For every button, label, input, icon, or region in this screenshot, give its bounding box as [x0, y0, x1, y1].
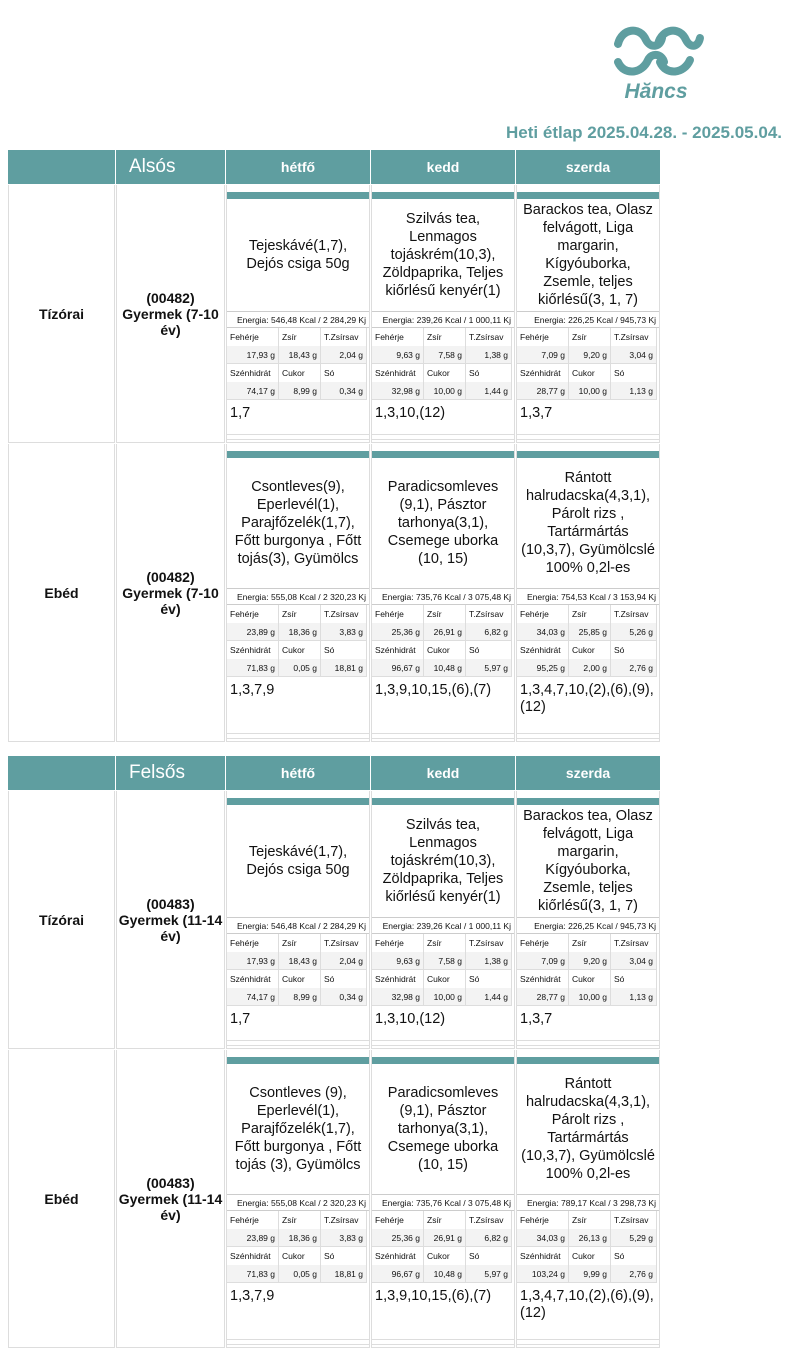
- sugar-label: Cukor: [569, 364, 611, 382]
- day-header: hétfő: [226, 150, 370, 184]
- cell-footer-line: [227, 1040, 369, 1046]
- fat-label: Zsír: [569, 605, 611, 623]
- salt-value: 18,81 g: [321, 1265, 367, 1283]
- carb-value: 32,98 g: [372, 988, 424, 1006]
- salt-value: 1,13 g: [611, 382, 657, 400]
- cell-footer-line: [227, 434, 369, 440]
- dish-text: Barackos tea, Olasz felvágott, Liga margarin, Kígyóuborka, Zsemle, teljes kiőrlésű(3, 1, 7): [517, 199, 659, 312]
- cell-bar: [372, 192, 514, 199]
- energy-value: Energia: 546,48 Kcal / 2 284,29 Kj: [227, 918, 369, 934]
- nutrition-grid: [227, 934, 369, 1006]
- satfat-label: T.Zsírsav: [466, 328, 512, 346]
- protein-label: Fehérje: [227, 605, 279, 623]
- cell-footer-line: [517, 1040, 659, 1046]
- carb-label: Szénhidrát: [227, 1247, 279, 1265]
- day-header: kedd: [371, 150, 515, 184]
- sugar-label: Cukor: [424, 641, 466, 659]
- menu-cell: [226, 185, 370, 443]
- menu-cell: [516, 1050, 660, 1348]
- cell-footer-line: [517, 733, 659, 739]
- allergens-text: 1,3,9,10,15,(6),(7): [375, 1288, 492, 1304]
- salt-label: Só: [466, 641, 512, 659]
- carb-value: 96,67 g: [372, 1265, 424, 1283]
- satfat-label: T.Zsírsav: [611, 328, 657, 346]
- fat-value: 26,13 g: [569, 1229, 611, 1247]
- protein-label: Fehérje: [227, 1211, 279, 1229]
- dish-text: Szilvás tea, Lenmagos tojáskrém(10,3), Zöldpaprika, Teljes kiőrlésű kenyér(1): [372, 805, 514, 918]
- sugar-value: 9,99 g: [569, 1265, 611, 1283]
- fat-value: 9,20 g: [569, 952, 611, 970]
- fat-label: Zsír: [569, 328, 611, 346]
- menu-cell: [516, 791, 660, 1049]
- satfat-label: T.Zsírsav: [321, 934, 367, 952]
- fat-value: 7,58 g: [424, 346, 466, 364]
- fat-label: Zsír: [279, 934, 321, 952]
- protein-value: 25,36 g: [372, 623, 424, 641]
- allergens-text: 1,3,4,7,10,(2),(6),(9),(12): [520, 682, 654, 715]
- allergens-text: 1,3,7: [520, 1011, 553, 1027]
- energy-value: Energia: 239,26 Kcal / 1 000,11 Kj: [372, 918, 514, 934]
- allergens-text: 1,3,4,7,10,(2),(6),(9),(12): [520, 1288, 654, 1321]
- protein-label: Fehérje: [372, 1211, 424, 1229]
- sugar-label: Cukor: [424, 970, 466, 988]
- salt-value: 0,34 g: [321, 382, 367, 400]
- salt-label: Só: [321, 364, 367, 382]
- protein-label: Fehérje: [517, 605, 569, 623]
- fat-value: 9,20 g: [569, 346, 611, 364]
- carb-label: Szénhidrát: [517, 970, 569, 988]
- salt-label: Só: [321, 970, 367, 988]
- protein-label: Fehérje: [517, 1211, 569, 1229]
- sugar-value: 8,99 g: [279, 988, 321, 1006]
- sugar-value: 8,99 g: [279, 382, 321, 400]
- satfat-label: T.Zsírsav: [611, 1211, 657, 1229]
- salt-label: Só: [611, 970, 657, 988]
- cell-footer-line: [517, 434, 659, 440]
- age-group: (00482) Gyermek (7-10 év): [116, 444, 225, 742]
- protein-value: 17,93 g: [227, 346, 279, 364]
- cell-bar: [517, 192, 659, 199]
- cell-bar: [227, 451, 369, 458]
- salt-value: 1,13 g: [611, 988, 657, 1006]
- menu-cell: [516, 444, 660, 742]
- satfat-value: 3,83 g: [321, 1229, 367, 1247]
- carb-value: 95,25 g: [517, 659, 569, 677]
- fat-value: 18,36 g: [279, 623, 321, 641]
- dish-text: Szilvás tea, Lenmagos tojáskrém(10,3), Zöldpaprika, Teljes kiőrlésű kenyér(1): [372, 199, 514, 312]
- protein-value: 34,03 g: [517, 623, 569, 641]
- sugar-value: 10,00 g: [569, 988, 611, 1006]
- nutrition-grid: [372, 328, 514, 400]
- cell-bar: [372, 451, 514, 458]
- satfat-value: 3,04 g: [611, 952, 657, 970]
- menu-cell: [371, 185, 515, 443]
- page-title: Heti étlap 2025.04.28. - 2025.05.04.: [506, 123, 782, 142]
- age-group: (00483) Gyermek (11-14 év): [116, 1050, 225, 1348]
- meal-name: Ebéd: [8, 444, 115, 742]
- protein-value: 7,09 g: [517, 346, 569, 364]
- salt-value: 18,81 g: [321, 659, 367, 677]
- nutrition-grid: [517, 328, 659, 400]
- salt-label: Só: [611, 364, 657, 382]
- sugar-value: 10,00 g: [424, 988, 466, 1006]
- energy-value: Energia: 226,25 Kcal / 945,73 Kj: [517, 312, 659, 328]
- satfat-value: 6,82 g: [466, 623, 512, 641]
- menu-table-0: [7, 149, 661, 743]
- carb-value: 28,77 g: [517, 382, 569, 400]
- fat-label: Zsír: [279, 605, 321, 623]
- carb-label: Szénhidrát: [227, 970, 279, 988]
- satfat-label: T.Zsírsav: [321, 328, 367, 346]
- nutrition-grid: [517, 1211, 659, 1283]
- dish-text: Csontleves (9), Eperlevél(1), Parajfőzelék(1,7), Főtt burgonya , Főtt tojás (3), Gyümölcs: [227, 1064, 369, 1195]
- day-header: kedd: [371, 756, 515, 790]
- nutrition-grid: [227, 1211, 369, 1283]
- energy-value: Energia: 789,17 Kcal / 3 298,73 Kj: [517, 1195, 659, 1211]
- dish-text: Tejeskávé(1,7), Dejós csiga 50g: [227, 199, 369, 312]
- allergens-text: 1,3,7,9: [230, 682, 275, 698]
- satfat-value: 5,26 g: [611, 623, 657, 641]
- header-blank: [8, 756, 115, 790]
- group-label: Alsós: [116, 150, 225, 184]
- salt-label: Só: [321, 641, 367, 659]
- meal-name: Tízórai: [8, 791, 115, 1049]
- sugar-value: 2,00 g: [569, 659, 611, 677]
- protein-value: 7,09 g: [517, 952, 569, 970]
- menu-cell: [371, 791, 515, 1049]
- carb-label: Szénhidrát: [372, 364, 424, 382]
- cell-footer-line: [372, 1339, 514, 1345]
- menu-table-1: [7, 755, 661, 1349]
- salt-value: 1,44 g: [466, 988, 512, 1006]
- group-label: Felsős: [116, 756, 225, 790]
- dish-text: Paradicsomleves (9,1), Pásztor tarhonya(3,1), Csemege uborka (10, 15): [372, 458, 514, 589]
- dish-text: Csontleves(9), Eperlevél(1), Parajfőzelék(1,7), Főtt burgonya , Főtt tojás(3), Gyümölcs: [227, 458, 369, 589]
- carb-label: Szénhidrát: [227, 641, 279, 659]
- menu-cell: [226, 1050, 370, 1348]
- protein-value: 23,89 g: [227, 1229, 279, 1247]
- sugar-label: Cukor: [279, 1247, 321, 1265]
- carb-label: Szénhidrát: [372, 970, 424, 988]
- carb-value: 74,17 g: [227, 382, 279, 400]
- protein-value: 23,89 g: [227, 623, 279, 641]
- age-group: (00482) Gyermek (7-10 év): [116, 185, 225, 443]
- menu-cell: [371, 444, 515, 742]
- energy-value: Energia: 546,48 Kcal / 2 284,29 Kj: [227, 312, 369, 328]
- sugar-label: Cukor: [569, 1247, 611, 1265]
- protein-value: 17,93 g: [227, 952, 279, 970]
- nutrition-grid: [227, 605, 369, 677]
- satfat-value: 3,83 g: [321, 623, 367, 641]
- meal-name: Tízórai: [8, 185, 115, 443]
- dish-text: Paradicsomleves (9,1), Pásztor tarhonya(3,1), Csemege uborka (10, 15): [372, 1064, 514, 1195]
- sugar-value: 10,00 g: [424, 382, 466, 400]
- fat-label: Zsír: [569, 1211, 611, 1229]
- satfat-value: 5,29 g: [611, 1229, 657, 1247]
- energy-value: Energia: 555,08 Kcal / 2 320,23 Kj: [227, 589, 369, 605]
- cell-footer-line: [517, 1339, 659, 1345]
- protein-value: 9,63 g: [372, 952, 424, 970]
- carb-value: 28,77 g: [517, 988, 569, 1006]
- sugar-label: Cukor: [279, 970, 321, 988]
- fat-value: 7,58 g: [424, 952, 466, 970]
- menu-cell: [226, 444, 370, 742]
- fat-value: 18,43 g: [279, 346, 321, 364]
- sugar-value: 0,05 g: [279, 659, 321, 677]
- salt-label: Só: [466, 1247, 512, 1265]
- energy-value: Energia: 226,25 Kcal / 945,73 Kj: [517, 918, 659, 934]
- cell-bar: [517, 1057, 659, 1064]
- carb-label: Szénhidrát: [517, 1247, 569, 1265]
- energy-value: Energia: 735,76 Kcal / 3 075,48 Kj: [372, 1195, 514, 1211]
- sugar-value: 10,00 g: [569, 382, 611, 400]
- satfat-value: 2,04 g: [321, 952, 367, 970]
- fat-label: Zsír: [279, 328, 321, 346]
- fat-value: 18,43 g: [279, 952, 321, 970]
- energy-value: Energia: 555,08 Kcal / 2 320,23 Kj: [227, 1195, 369, 1211]
- salt-label: Só: [611, 1247, 657, 1265]
- nutrition-grid: [372, 605, 514, 677]
- sugar-label: Cukor: [279, 364, 321, 382]
- satfat-value: 1,38 g: [466, 346, 512, 364]
- satfat-label: T.Zsírsav: [466, 605, 512, 623]
- cell-bar: [517, 451, 659, 458]
- dish-text: Tejeskávé(1,7), Dejós csiga 50g: [227, 805, 369, 918]
- day-header: szerda: [516, 150, 660, 184]
- carb-value: 96,67 g: [372, 659, 424, 677]
- carb-value: 71,83 g: [227, 1265, 279, 1283]
- salt-label: Só: [466, 970, 512, 988]
- nutrition-grid: [517, 605, 659, 677]
- carb-label: Szénhidrát: [517, 364, 569, 382]
- protein-label: Fehérje: [372, 605, 424, 623]
- fat-value: 18,36 g: [279, 1229, 321, 1247]
- cell-bar: [227, 1057, 369, 1064]
- protein-label: Fehérje: [227, 328, 279, 346]
- satfat-label: T.Zsírsav: [321, 605, 367, 623]
- salt-value: 5,97 g: [466, 1265, 512, 1283]
- energy-value: Energia: 735,76 Kcal / 3 075,48 Kj: [372, 589, 514, 605]
- menu-cell: [516, 185, 660, 443]
- sugar-label: Cukor: [569, 641, 611, 659]
- allergens-text: 1,3,7: [520, 405, 553, 421]
- fat-label: Zsír: [279, 1211, 321, 1229]
- protein-label: Fehérje: [517, 934, 569, 952]
- satfat-label: T.Zsírsav: [611, 934, 657, 952]
- carb-label: Szénhidrát: [227, 364, 279, 382]
- allergens-text: 1,3,9,10,15,(6),(7): [375, 682, 492, 698]
- allergens-text: 1,3,10,(12): [375, 405, 446, 421]
- salt-value: 0,34 g: [321, 988, 367, 1006]
- cell-footer-line: [372, 434, 514, 440]
- fat-value: 25,85 g: [569, 623, 611, 641]
- salt-label: Só: [611, 641, 657, 659]
- nutrition-grid: [517, 934, 659, 1006]
- sugar-value: 10,48 g: [424, 1265, 466, 1283]
- protein-label: Fehérje: [372, 934, 424, 952]
- energy-value: Energia: 754,53 Kcal / 3 153,94 Kj: [517, 589, 659, 605]
- protein-value: 25,36 g: [372, 1229, 424, 1247]
- sugar-label: Cukor: [424, 1247, 466, 1265]
- menu-cell: [226, 791, 370, 1049]
- header-blank: [8, 150, 115, 184]
- carb-value: 74,17 g: [227, 988, 279, 1006]
- protein-label: Fehérje: [227, 934, 279, 952]
- allergens-text: 1,3,10,(12): [375, 1011, 446, 1027]
- satfat-label: T.Zsírsav: [321, 1211, 367, 1229]
- salt-value: 2,76 g: [611, 659, 657, 677]
- age-group: (00483) Gyermek (11-14 év): [116, 791, 225, 1049]
- day-header: szerda: [516, 756, 660, 790]
- nutrition-grid: [227, 328, 369, 400]
- fat-label: Zsír: [424, 934, 466, 952]
- cell-bar: [372, 798, 514, 805]
- satfat-value: 3,04 g: [611, 346, 657, 364]
- cell-footer-line: [372, 733, 514, 739]
- cell-footer-line: [227, 1339, 369, 1345]
- cell-bar: [227, 192, 369, 199]
- cell-bar: [372, 1057, 514, 1064]
- sugar-value: 0,05 g: [279, 1265, 321, 1283]
- protein-label: Fehérje: [372, 328, 424, 346]
- protein-label: Fehérje: [517, 328, 569, 346]
- fat-label: Zsír: [569, 934, 611, 952]
- cell-footer-line: [227, 733, 369, 739]
- fat-value: 26,91 g: [424, 1229, 466, 1247]
- sugar-label: Cukor: [424, 364, 466, 382]
- allergens-text: 1,3,7,9: [230, 1288, 275, 1304]
- hancs-logo: [606, 14, 706, 104]
- nutrition-grid: [372, 1211, 514, 1283]
- satfat-value: 2,04 g: [321, 346, 367, 364]
- salt-value: 2,76 g: [611, 1265, 657, 1283]
- salt-value: 1,44 g: [466, 382, 512, 400]
- satfat-value: 1,38 g: [466, 952, 512, 970]
- carb-value: 71,83 g: [227, 659, 279, 677]
- fat-label: Zsír: [424, 328, 466, 346]
- protein-value: 9,63 g: [372, 346, 424, 364]
- carb-label: Szénhidrát: [372, 641, 424, 659]
- cell-bar: [517, 798, 659, 805]
- sugar-value: 10,48 g: [424, 659, 466, 677]
- satfat-value: 6,82 g: [466, 1229, 512, 1247]
- sugar-label: Cukor: [569, 970, 611, 988]
- satfat-label: T.Zsírsav: [611, 605, 657, 623]
- energy-value: Energia: 239,26 Kcal / 1 000,11 Kj: [372, 312, 514, 328]
- cell-bar: [227, 798, 369, 805]
- cell-footer-line: [372, 1040, 514, 1046]
- satfat-label: T.Zsírsav: [466, 934, 512, 952]
- fat-value: 26,91 g: [424, 623, 466, 641]
- satfat-label: T.Zsírsav: [466, 1211, 512, 1229]
- fat-label: Zsír: [424, 605, 466, 623]
- menu-cell: [371, 1050, 515, 1348]
- svg-text:Hăncs: Hăncs: [624, 80, 688, 103]
- dish-text: Barackos tea, Olasz felvágott, Liga margarin, Kígyóuborka, Zsemle, teljes kiőrlésű(3, 1, 7): [517, 805, 659, 918]
- carb-value: 103,24 g: [517, 1265, 569, 1283]
- salt-label: Só: [466, 364, 512, 382]
- meal-name: Ebéd: [8, 1050, 115, 1348]
- nutrition-grid: [372, 934, 514, 1006]
- salt-label: Só: [321, 1247, 367, 1265]
- carb-value: 32,98 g: [372, 382, 424, 400]
- sugar-label: Cukor: [279, 641, 321, 659]
- fat-label: Zsír: [424, 1211, 466, 1229]
- day-header: hétfő: [226, 756, 370, 790]
- carb-label: Szénhidrát: [517, 641, 569, 659]
- protein-value: 34,03 g: [517, 1229, 569, 1247]
- dish-text: Rántott halrudacska(4,3,1), Párolt rizs , Tartármártás (10,3,7), Gyümölcslé 100% 0,2l-es: [517, 458, 659, 589]
- carb-label: Szénhidrát: [372, 1247, 424, 1265]
- dish-text: Rántott halrudacska(4,3,1), Párolt rizs , Tartármártás (10,3,7), Gyümölcslé 100% 0,2l-es: [517, 1064, 659, 1195]
- salt-value: 5,97 g: [466, 659, 512, 677]
- allergens-text: 1,7: [230, 1011, 251, 1027]
- allergens-text: 1,7: [230, 405, 251, 421]
